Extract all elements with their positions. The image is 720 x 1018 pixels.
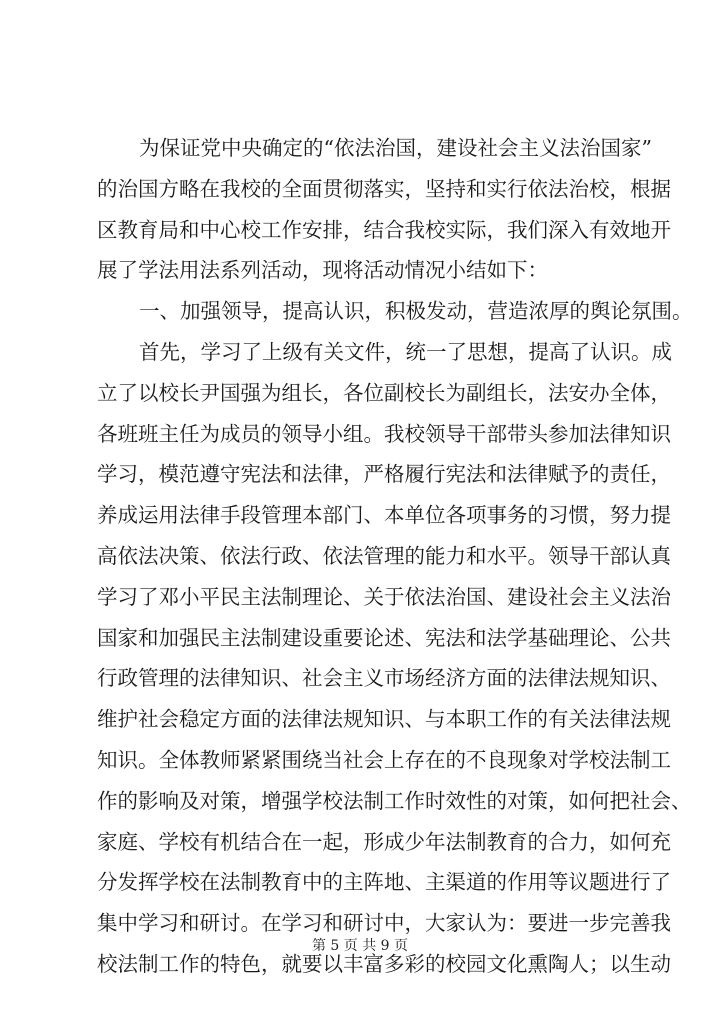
paragraph-line: 校法制工作的特色，就要以丰富多彩的校园文化熏陶人；以生动 [97,951,671,976]
paragraph-line: 行政管理的法律知识、社会主义市场经济方面的法律法规知识、 [97,666,671,691]
paragraph-line: 高依法决策、依法行政、依法管理的能力和水平。领导干部认真 [97,543,671,568]
paragraph-line: 作的影响及对策，增强学校法制工作时效性的对策，如何把社会、 [97,788,692,813]
paragraph-line: 分发挥学校在法制教育中的主阵地、主渠道的作用等议题进行了 [97,870,671,895]
paragraph-line: 学习，模范遵守宪法和法律，严格履行宪法和法律赋予的责任， [97,462,671,487]
paragraph-line: 养成运用法律手段管理本部门、本单位各项事务的习惯，努力提 [97,503,671,528]
paragraph-line: 集中学习和研讨。在学习和研讨中，大家认为：要进一步完善我 [97,911,671,936]
paragraph-line: 区教育局和中心校工作安排，结合我校实际，我们深入有效地开 [97,217,671,242]
paragraph-line: 各班班主任为成员的领导小组。我校领导干部带头参加法律知识 [97,421,671,446]
section-heading: 一、加强领导，提高认识，积极发动，营造浓厚的舆论氛围。 [139,299,693,324]
page-number-footer: 第 5 页 共 9 页 [311,938,409,954]
paragraph-line: 家庭、学校有机结合在一起，形成少年法制教育的合力，如何充 [97,829,671,854]
paragraph-line: 知识。全体教师紧紧围绕当社会上存在的不良现象对学校法制工 [97,747,671,772]
paragraph-line: 维护社会稳定方面的法律法规知识、与本职工作的有关法律法规 [97,707,671,732]
paragraph-line: 的治国方略在我校的全面贯彻落实，坚持和实行依法治校，根据 [97,176,671,201]
paragraph-line: 学习了邓小平民主法制理论、关于依法治国、建设社会主义法治 [97,584,671,609]
paragraph-line: 展了学法用法系列活动，现将活动情况小结如下： [97,258,548,283]
paragraph-line: 国家和加强民主法制建设重要论述、宪法和法学基础理论、公共 [97,625,671,650]
document-body [97,128,693,985]
paragraph-line: 为保证党中央确定的“依法治国，建设社会主义法治国家” [139,136,652,160]
paragraph-line: 立了以校长尹国强为组长，各位副校长为副组长，法安办全体， [97,380,671,405]
paragraph-line: 首先，学习了上级有关文件，统一了思想，提高了认识。成 [139,339,672,364]
